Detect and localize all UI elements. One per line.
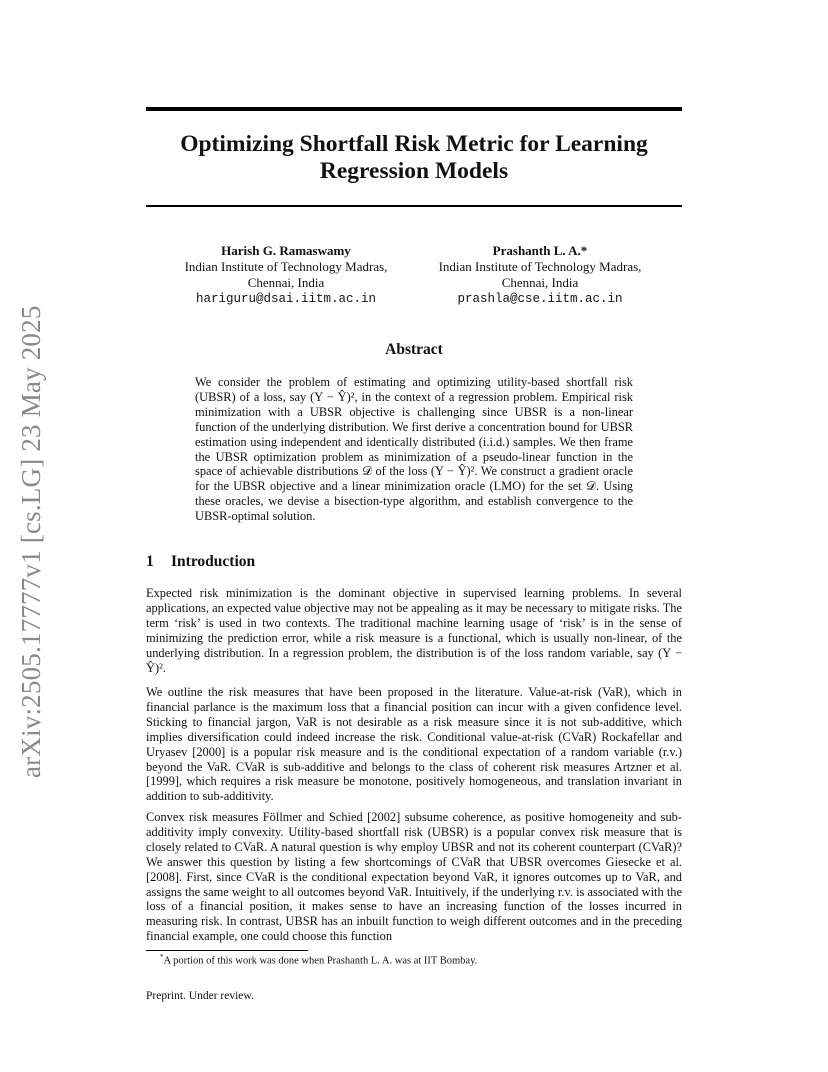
- body-paragraph: Expected risk minimization is the dominant objective in supervised learning problems. In several applications, an expected value objective may not be appealing as it may be necessary to mitigate risks. The term ‘risk’ is used in two contexts. The traditional machine learning usage of ‘risk’ is in the sense of minimizing the prediction error, while a risk measure is a functional, which is usually non-linear, of the underlying distribution. In a regression problem, the distribution is of the loss random variable, say (Y − Ŷ)².: [146, 586, 682, 675]
- abstract-text: We consider the problem of estimating and optimizing utility-based shortfall risk (UBSR) of a loss, say (Y − Ŷ)², in the context of a regression problem. Empirical risk minimization with a UBSR objective is challenging since UBSR is a non-linear function of the underlying distribution. We first derive a concentration bound for UBSR estimation using independent and identically distributed (i.i.d.) samples. We then frame the UBSR optimization problem as minimization of a pseudo-linear function in the space of achievable distributions 𝒟 of the loss (Y − Ŷ)². We construct a gradient oracle for the UBSR objective and a linear minimization oracle (LMO) for the set 𝒟. Using these oracles, we devise a bisection-type algorithm, and establish convergence to the UBSR-optimal solution.: [195, 375, 633, 524]
- section-title: Introduction: [171, 553, 256, 570]
- title-bottom-rule: [146, 205, 682, 207]
- author-affiliation: Indian Institute of Technology Madras,: [438, 259, 642, 274]
- arxiv-identifier: arXiv:2505.17777v1 [cs.LG] 23 May 2025: [16, 305, 46, 778]
- footnote-rule: [146, 950, 308, 951]
- author-email: hariguru@dsai.iitm.ac.in: [195, 292, 377, 306]
- section-heading-introduction: [146, 553, 255, 571]
- author-name: Harish G. Ramaswamy: [221, 243, 351, 258]
- footnote: [160, 953, 477, 967]
- paper-title: Optimizing Shortfall Risk Metric for Learning Regression Models: [180, 131, 648, 184]
- author-block-1: [156, 243, 416, 307]
- abstract-heading: Abstract: [385, 341, 443, 358]
- body-paragraph: We outline the risk measures that have been proposed in the literature. Value-at-risk (VaR), which in financial parlance is the maximum loss that a financial position can incur with a given confidence level. Sticking to financial jargon, VaR is not desirable as a risk measure since it is not sub-additive, which implies diversification could indeed increase the risk. Conditional value-at-risk (CVaR) Rockafellar and Uryasev [2000] is a popular risk measure and is the conditional expectation of a random variable (r.v.) beyond the VaR. CVaR is sub-additive and belongs to the class of coherent risk measures Artzner et al. [1999], which requires a risk measure be monotone, positively homogeneous, and translation invariant in addition to sub-additivity.: [146, 685, 682, 804]
- author-location: Chennai, India: [501, 275, 579, 290]
- page-footer: Preprint. Under review.: [146, 990, 254, 1002]
- body-paragraph: Convex risk measures Föllmer and Schied [2002] subsume coherence, as positive homogeneity and sub-additivity imply convexity. Utility-based shortfall risk (UBSR) is a popular convex risk measure that is closely related to CVaR. A natural question is why employ UBSR and not its coherent counterpart (CVaR)? We answer this question by listing a few shortcomings of CVaR that UBSR overcomes Giesecke et al. [2008]. First, since CVaR is the conditional expectation beyond VaR, it ignores outcomes up to VaR, and assigns the same weight to all outcomes beyond VaR. Intuitively, if the underlying r.v. is associated with the loss of a financial position, it makes sense to have an increasing function of the losses incurred in measuring risk. In contrast, UBSR has an inbuilt function to weigh different outcomes and in the preceding financial example, one could choose this function: [146, 810, 682, 944]
- section-number: 1: [146, 553, 154, 570]
- author-block-2: [410, 243, 670, 307]
- author-name: Prashanth L. A.*: [492, 243, 588, 258]
- author-affiliation: Indian Institute of Technology Madras,: [184, 259, 388, 274]
- author-email: prashla@cse.iitm.ac.in: [457, 292, 623, 306]
- footnote-text: A portion of this work was done when Prashanth L. A. was at IIT Bombay.: [163, 955, 478, 967]
- title-top-rule: [146, 107, 682, 111]
- footnote-marker: *: [160, 953, 164, 961]
- author-location: Chennai, India: [247, 275, 325, 290]
